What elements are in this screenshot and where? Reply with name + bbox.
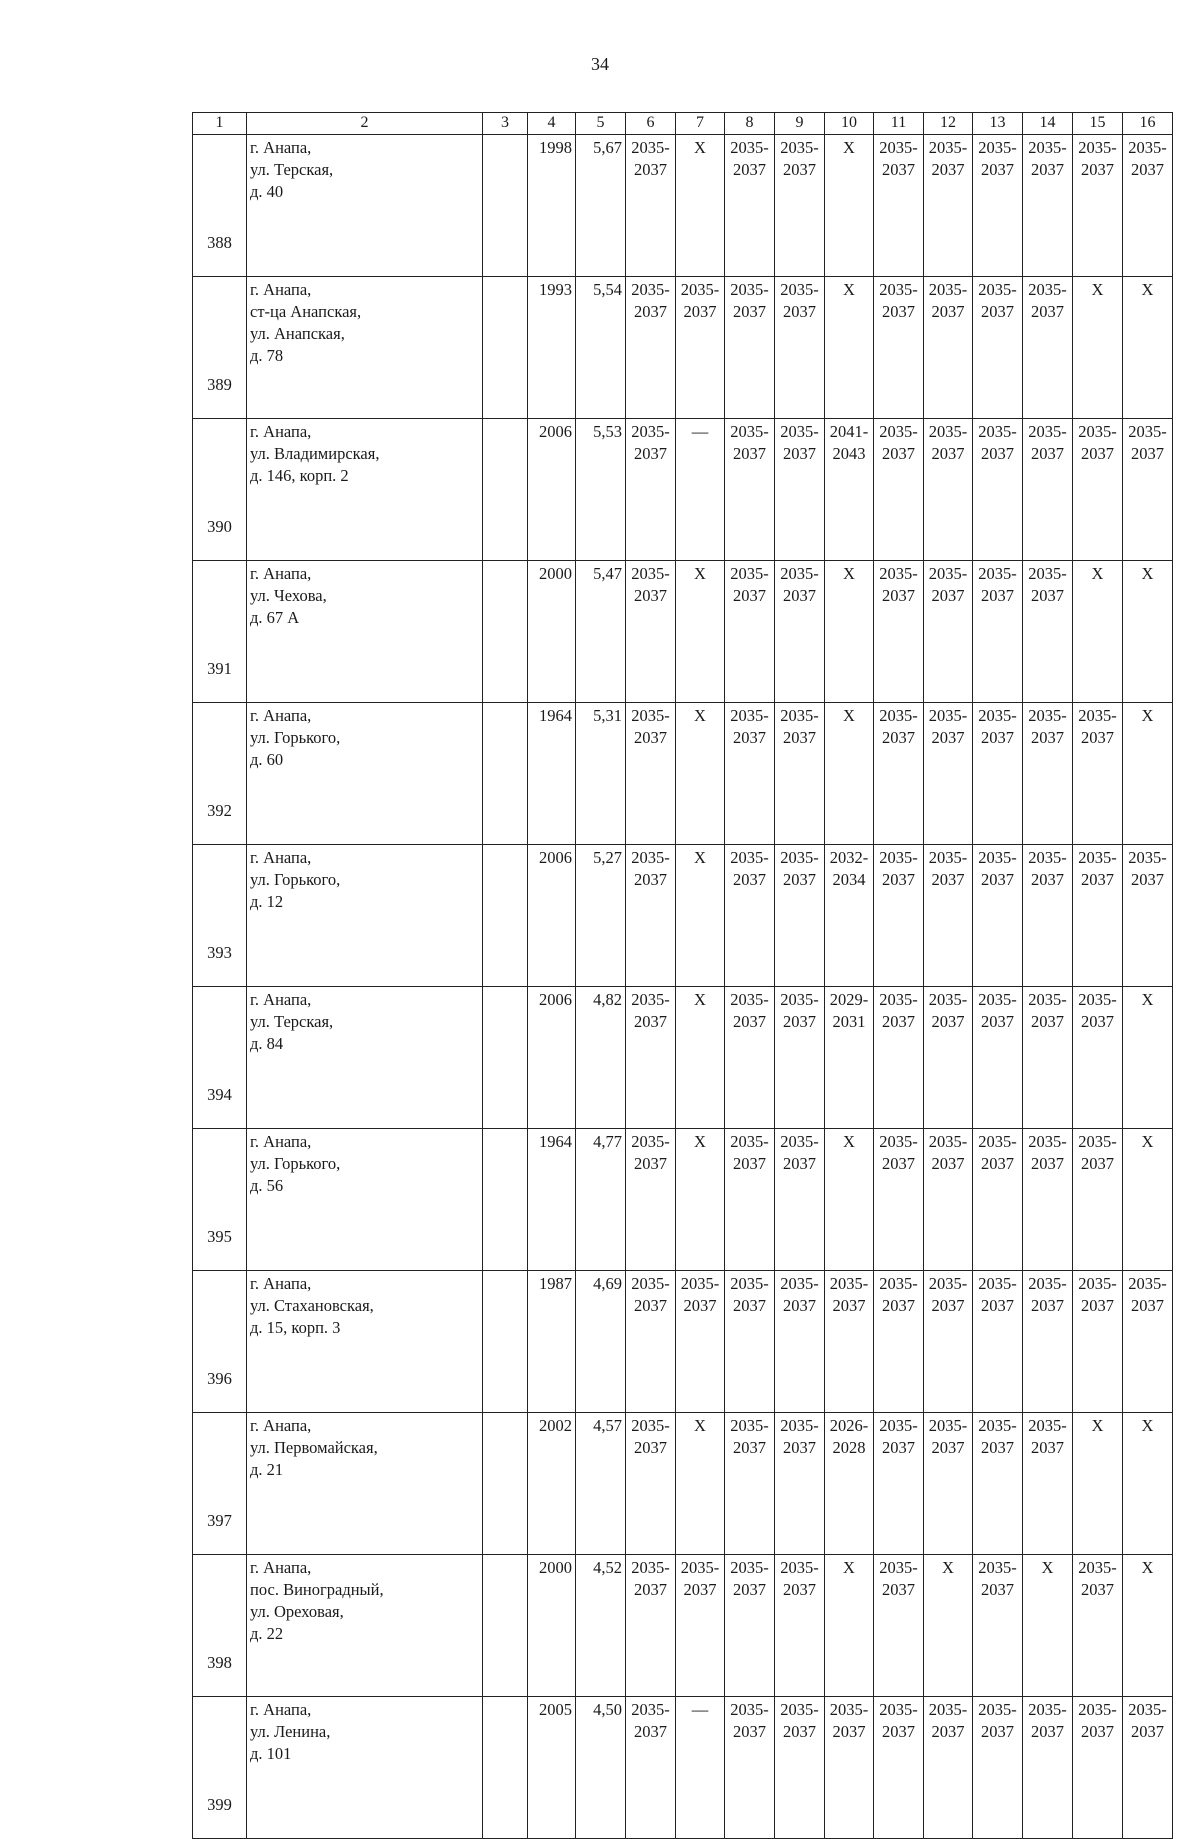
row-number: 399 bbox=[193, 1697, 247, 1839]
year-cell: 1998 bbox=[528, 135, 576, 277]
address-line: пос. Виноградный, bbox=[250, 1580, 384, 1599]
table-row bbox=[193, 1555, 1173, 1697]
year-cell: 1964 bbox=[528, 703, 576, 845]
value-cell: 4,82 bbox=[576, 987, 626, 1129]
term-cell: 2035- 2037 bbox=[775, 987, 825, 1129]
address-line: г. Анапа, bbox=[250, 1132, 312, 1151]
term-cell: X bbox=[924, 1555, 973, 1697]
term-cell: 2035- 2037 bbox=[626, 419, 676, 561]
value-cell: 5,53 bbox=[576, 419, 626, 561]
column-header: 5 bbox=[576, 113, 626, 135]
term-cell: 2035- 2037 bbox=[1073, 845, 1123, 987]
term-cell: 2035- 2037 bbox=[973, 1555, 1023, 1697]
term-cell: X bbox=[1123, 1413, 1173, 1555]
value-cell: 4,69 bbox=[576, 1271, 626, 1413]
address-line: г. Анапа, bbox=[250, 1416, 312, 1435]
term-cell: 2035- 2037 bbox=[676, 1271, 725, 1413]
value-cell: 5,31 bbox=[576, 703, 626, 845]
address-cell bbox=[247, 1413, 483, 1555]
term-cell: 2035- 2037 bbox=[1023, 1271, 1073, 1413]
term-cell: X bbox=[676, 703, 725, 845]
address-line: г. Анапа, bbox=[250, 564, 312, 583]
term-cell: 2035- 2037 bbox=[924, 561, 973, 703]
term-cell: 2035- 2037 bbox=[626, 1555, 676, 1697]
term-cell: 2035- 2037 bbox=[973, 987, 1023, 1129]
address-line: д. 78 bbox=[250, 346, 284, 365]
term-cell: X bbox=[676, 561, 725, 703]
value-cell: 5,54 bbox=[576, 277, 626, 419]
address-line: ул. Первомайская, bbox=[250, 1438, 378, 1457]
value-cell: 4,50 bbox=[576, 1697, 626, 1839]
address-line: г. Анапа, bbox=[250, 138, 312, 157]
address-line: ст-ца Анапская, bbox=[250, 302, 362, 321]
term-cell: 2035- 2037 bbox=[1123, 1271, 1173, 1413]
empty-cell bbox=[483, 845, 528, 987]
term-cell: X bbox=[1073, 277, 1123, 419]
term-cell: 2035- 2037 bbox=[1023, 1697, 1073, 1839]
term-cell: 2035- 2037 bbox=[924, 987, 973, 1129]
term-cell: 2035- 2037 bbox=[924, 1271, 973, 1413]
term-cell: 2035- 2037 bbox=[924, 1413, 973, 1555]
address-line: ул. Владимирская, bbox=[250, 444, 380, 463]
term-cell: 2035- 2037 bbox=[725, 419, 775, 561]
row-number: 390 bbox=[193, 419, 247, 561]
empty-cell bbox=[483, 1129, 528, 1271]
address-line: д. 22 bbox=[250, 1624, 284, 1643]
term-cell: 2035- 2037 bbox=[1123, 419, 1173, 561]
term-cell: 2035- 2037 bbox=[1073, 703, 1123, 845]
table-row bbox=[193, 419, 1173, 561]
empty-cell bbox=[483, 419, 528, 561]
address-line: ул. Ленина, bbox=[250, 1722, 331, 1741]
term-cell: — bbox=[676, 1697, 725, 1839]
column-header: 1 bbox=[193, 113, 247, 135]
row-number: 394 bbox=[193, 987, 247, 1129]
empty-cell bbox=[483, 1413, 528, 1555]
term-cell: X bbox=[1073, 561, 1123, 703]
term-cell: 2035- 2037 bbox=[1023, 277, 1073, 419]
term-cell: 2035- 2037 bbox=[973, 703, 1023, 845]
address-line: г. Анапа, bbox=[250, 280, 312, 299]
table-row bbox=[193, 561, 1173, 703]
term-cell: 2035- 2037 bbox=[1023, 135, 1073, 277]
term-cell: 2035- 2037 bbox=[874, 703, 924, 845]
value-cell: 4,52 bbox=[576, 1555, 626, 1697]
value-cell: 5,27 bbox=[576, 845, 626, 987]
address-line: г. Анапа, bbox=[250, 1558, 312, 1577]
term-cell: 2035- 2037 bbox=[775, 1555, 825, 1697]
empty-cell bbox=[483, 987, 528, 1129]
address-line: ул. Ореховая, bbox=[250, 1602, 344, 1621]
term-cell: X bbox=[825, 135, 874, 277]
term-cell: 2026- 2028 bbox=[825, 1413, 874, 1555]
term-cell: 2035- 2037 bbox=[626, 703, 676, 845]
term-cell: 2035- 2037 bbox=[1023, 987, 1073, 1129]
address-cell bbox=[247, 419, 483, 561]
term-cell: 2035- 2037 bbox=[1073, 1555, 1123, 1697]
term-cell: 2035- 2037 bbox=[973, 277, 1023, 419]
term-cell: X bbox=[1073, 1413, 1123, 1555]
column-header: 13 bbox=[973, 113, 1023, 135]
term-cell: 2035- 2037 bbox=[725, 703, 775, 845]
address-line: д. 15, корп. 3 bbox=[250, 1318, 341, 1337]
address-line: д. 40 bbox=[250, 182, 284, 201]
term-cell: X bbox=[825, 561, 874, 703]
term-cell: 2035- 2037 bbox=[1073, 1271, 1123, 1413]
term-cell: 2035- 2037 bbox=[626, 845, 676, 987]
address-line: г. Анапа, bbox=[250, 848, 312, 867]
year-cell: 2006 bbox=[528, 987, 576, 1129]
term-cell: 2035- 2037 bbox=[626, 1271, 676, 1413]
value-cell: 4,77 bbox=[576, 1129, 626, 1271]
term-cell: 2035- 2037 bbox=[924, 277, 973, 419]
term-cell: 2035- 2037 bbox=[626, 277, 676, 419]
term-cell: 2035- 2037 bbox=[1073, 1697, 1123, 1839]
term-cell: 2035- 2037 bbox=[973, 845, 1023, 987]
address-cell bbox=[247, 703, 483, 845]
term-cell: 2035- 2037 bbox=[775, 1413, 825, 1555]
term-cell: 2035- 2037 bbox=[924, 135, 973, 277]
term-cell: 2035- 2037 bbox=[1023, 845, 1073, 987]
term-cell: 2035- 2037 bbox=[973, 135, 1023, 277]
term-cell: 2035- 2037 bbox=[1023, 1413, 1073, 1555]
year-cell: 2002 bbox=[528, 1413, 576, 1555]
term-cell: 2035- 2037 bbox=[725, 1697, 775, 1839]
row-number: 388 bbox=[193, 135, 247, 277]
value-cell: 5,47 bbox=[576, 561, 626, 703]
term-cell: 2035- 2037 bbox=[973, 1413, 1023, 1555]
term-cell: 2035- 2037 bbox=[1123, 845, 1173, 987]
address-cell bbox=[247, 845, 483, 987]
term-cell: X bbox=[1123, 1555, 1173, 1697]
year-cell: 1993 bbox=[528, 277, 576, 419]
year-cell: 1987 bbox=[528, 1271, 576, 1413]
term-cell: 2035- 2037 bbox=[775, 135, 825, 277]
table-row bbox=[193, 845, 1173, 987]
empty-cell bbox=[483, 1555, 528, 1697]
term-cell: 2035- 2037 bbox=[874, 135, 924, 277]
column-header: 7 bbox=[676, 113, 725, 135]
address-cell bbox=[247, 987, 483, 1129]
address-line: ул. Терская, bbox=[250, 1012, 334, 1031]
column-header: 16 bbox=[1123, 113, 1173, 135]
term-cell: 2035- 2037 bbox=[676, 1555, 725, 1697]
term-cell: X bbox=[676, 1413, 725, 1555]
term-cell: 2035- 2037 bbox=[973, 1129, 1023, 1271]
term-cell: 2035- 2037 bbox=[775, 1697, 825, 1839]
table-row bbox=[193, 1697, 1173, 1839]
row-number: 398 bbox=[193, 1555, 247, 1697]
term-cell: 2035- 2037 bbox=[973, 561, 1023, 703]
table-body bbox=[193, 113, 1173, 1839]
term-cell: 2035- 2037 bbox=[874, 561, 924, 703]
term-cell: 2035- 2037 bbox=[1023, 703, 1073, 845]
column-header: 6 bbox=[626, 113, 676, 135]
address-line: д. 84 bbox=[250, 1034, 284, 1053]
address-line: д. 56 bbox=[250, 1176, 284, 1195]
year-cell: 2006 bbox=[528, 419, 576, 561]
address-line: д. 146, корп. 2 bbox=[250, 466, 349, 485]
address-line: д. 60 bbox=[250, 750, 284, 769]
table-row bbox=[193, 987, 1173, 1129]
address-line: г. Анапа, bbox=[250, 422, 312, 441]
address-cell bbox=[247, 1271, 483, 1413]
term-cell: 2035- 2037 bbox=[725, 1129, 775, 1271]
term-cell: 2035- 2037 bbox=[825, 1697, 874, 1839]
value-cell: 5,67 bbox=[576, 135, 626, 277]
column-header: 8 bbox=[725, 113, 775, 135]
address-line: ул. Чехова, bbox=[250, 586, 327, 605]
term-cell: 2029- 2031 bbox=[825, 987, 874, 1129]
year-cell: 1964 bbox=[528, 1129, 576, 1271]
column-header: 10 bbox=[825, 113, 874, 135]
term-cell: 2035- 2037 bbox=[725, 1413, 775, 1555]
term-cell: X bbox=[825, 703, 874, 845]
row-number: 393 bbox=[193, 845, 247, 987]
term-cell: 2035- 2037 bbox=[775, 1129, 825, 1271]
term-cell: 2035- 2037 bbox=[626, 1413, 676, 1555]
column-number-header-row bbox=[193, 113, 1173, 135]
address-cell bbox=[247, 135, 483, 277]
term-cell: 2035- 2037 bbox=[1073, 1129, 1123, 1271]
year-cell: 2006 bbox=[528, 845, 576, 987]
row-number: 391 bbox=[193, 561, 247, 703]
row-number: 397 bbox=[193, 1413, 247, 1555]
address-cell bbox=[247, 1129, 483, 1271]
column-header: 2 bbox=[247, 113, 483, 135]
term-cell: 2035- 2037 bbox=[973, 1271, 1023, 1413]
empty-cell bbox=[483, 703, 528, 845]
address-line: д. 21 bbox=[250, 1460, 284, 1479]
column-header: 9 bbox=[775, 113, 825, 135]
address-line: ул. Горького, bbox=[250, 870, 341, 889]
term-cell: X bbox=[676, 135, 725, 277]
row-number: 392 bbox=[193, 703, 247, 845]
address-cell bbox=[247, 1697, 483, 1839]
term-cell: 2035- 2037 bbox=[973, 1697, 1023, 1839]
term-cell: 2035- 2037 bbox=[626, 1129, 676, 1271]
term-cell: 2035- 2037 bbox=[725, 1271, 775, 1413]
term-cell: 2035- 2037 bbox=[924, 419, 973, 561]
term-cell: X bbox=[676, 1129, 725, 1271]
empty-cell bbox=[483, 135, 528, 277]
term-cell: 2035- 2037 bbox=[626, 561, 676, 703]
term-cell: 2035- 2037 bbox=[775, 419, 825, 561]
value-cell: 4,57 bbox=[576, 1413, 626, 1555]
address-line: г. Анапа, bbox=[250, 1274, 312, 1293]
column-header: 4 bbox=[528, 113, 576, 135]
term-cell: X bbox=[1123, 1129, 1173, 1271]
empty-cell bbox=[483, 561, 528, 703]
year-cell: 2005 bbox=[528, 1697, 576, 1839]
term-cell: 2035- 2037 bbox=[874, 277, 924, 419]
address-line: д. 12 bbox=[250, 892, 284, 911]
term-cell: 2035- 2037 bbox=[874, 1697, 924, 1839]
term-cell: 2035- 2037 bbox=[874, 1555, 924, 1697]
term-cell: 2035- 2037 bbox=[924, 1697, 973, 1839]
term-cell: X bbox=[825, 277, 874, 419]
term-cell: 2035- 2037 bbox=[973, 419, 1023, 561]
address-cell bbox=[247, 1555, 483, 1697]
empty-cell bbox=[483, 1697, 528, 1839]
term-cell: — bbox=[676, 419, 725, 561]
address-cell bbox=[247, 561, 483, 703]
table-row bbox=[193, 277, 1173, 419]
term-cell: 2035- 2037 bbox=[626, 987, 676, 1129]
term-cell: 2035- 2037 bbox=[626, 135, 676, 277]
term-cell: 2035- 2037 bbox=[874, 419, 924, 561]
address-line: ул. Терская, bbox=[250, 160, 334, 179]
address-line: ул. Анапская, bbox=[250, 324, 345, 343]
term-cell: 2035- 2037 bbox=[924, 845, 973, 987]
empty-cell bbox=[483, 1271, 528, 1413]
term-cell: X bbox=[1123, 277, 1173, 419]
term-cell: 2035- 2037 bbox=[1023, 561, 1073, 703]
term-cell: 2035- 2037 bbox=[725, 561, 775, 703]
term-cell: 2035- 2037 bbox=[725, 277, 775, 419]
term-cell: 2035- 2037 bbox=[775, 845, 825, 987]
term-cell: 2035- 2037 bbox=[1073, 987, 1123, 1129]
term-cell: X bbox=[676, 987, 725, 1129]
term-cell: X bbox=[1023, 1555, 1073, 1697]
row-number: 389 bbox=[193, 277, 247, 419]
term-cell: 2035- 2037 bbox=[626, 1697, 676, 1839]
term-cell: X bbox=[676, 845, 725, 987]
term-cell: 2035- 2037 bbox=[725, 135, 775, 277]
address-line: г. Анапа, bbox=[250, 706, 312, 725]
term-cell: 2035- 2037 bbox=[676, 277, 725, 419]
term-cell: X bbox=[825, 1555, 874, 1697]
address-line: г. Анапа, bbox=[250, 990, 312, 1009]
address-line: ул. Горького, bbox=[250, 1154, 341, 1173]
address-line: д. 101 bbox=[250, 1744, 292, 1763]
term-cell: 2035- 2037 bbox=[924, 1129, 973, 1271]
term-cell: 2035- 2037 bbox=[874, 1129, 924, 1271]
table-row bbox=[193, 1413, 1173, 1555]
address-cell bbox=[247, 277, 483, 419]
table-row bbox=[193, 135, 1173, 277]
column-header: 3 bbox=[483, 113, 528, 135]
term-cell: X bbox=[1123, 987, 1173, 1129]
term-cell: 2035- 2037 bbox=[1123, 1697, 1173, 1839]
term-cell: X bbox=[1123, 703, 1173, 845]
term-cell: 2035- 2037 bbox=[775, 1271, 825, 1413]
table-row bbox=[193, 1271, 1173, 1413]
term-cell: 2035- 2037 bbox=[874, 845, 924, 987]
term-cell: 2035- 2037 bbox=[825, 1271, 874, 1413]
table-row bbox=[193, 1129, 1173, 1271]
page-number: 34 bbox=[591, 54, 609, 74]
term-cell: 2035- 2037 bbox=[1023, 419, 1073, 561]
column-header: 14 bbox=[1023, 113, 1073, 135]
year-cell: 2000 bbox=[528, 561, 576, 703]
term-cell: 2035- 2037 bbox=[874, 1413, 924, 1555]
term-cell: 2035- 2037 bbox=[1073, 135, 1123, 277]
term-cell: 2035- 2037 bbox=[1123, 135, 1173, 277]
address-line: ул. Стахановская, bbox=[250, 1296, 374, 1315]
term-cell: 2035- 2037 bbox=[725, 987, 775, 1129]
term-cell: 2035- 2037 bbox=[874, 1271, 924, 1413]
term-cell: X bbox=[825, 1129, 874, 1271]
term-cell: 2035- 2037 bbox=[874, 987, 924, 1129]
address-line: г. Анапа, bbox=[250, 1700, 312, 1719]
term-cell: 2035- 2037 bbox=[725, 845, 775, 987]
column-header: 11 bbox=[874, 113, 924, 135]
term-cell: X bbox=[1123, 561, 1173, 703]
empty-cell bbox=[483, 277, 528, 419]
term-cell: 2032- 2034 bbox=[825, 845, 874, 987]
column-header: 12 bbox=[924, 113, 973, 135]
term-cell: 2035- 2037 bbox=[775, 703, 825, 845]
row-number: 395 bbox=[193, 1129, 247, 1271]
column-header: 15 bbox=[1073, 113, 1123, 135]
row-number: 396 bbox=[193, 1271, 247, 1413]
year-cell: 2000 bbox=[528, 1555, 576, 1697]
term-cell: 2035- 2037 bbox=[725, 1555, 775, 1697]
term-cell: 2041- 2043 bbox=[825, 419, 874, 561]
table-row bbox=[193, 703, 1173, 845]
term-cell: 2035- 2037 bbox=[1073, 419, 1123, 561]
term-cell: 2035- 2037 bbox=[775, 561, 825, 703]
address-line: ул. Горького, bbox=[250, 728, 341, 747]
address-line: д. 67 А bbox=[250, 608, 300, 627]
term-cell: 2035- 2037 bbox=[1023, 1129, 1073, 1271]
term-cell: 2035- 2037 bbox=[924, 703, 973, 845]
term-cell: 2035- 2037 bbox=[775, 277, 825, 419]
housing-register-table bbox=[192, 112, 1173, 1839]
